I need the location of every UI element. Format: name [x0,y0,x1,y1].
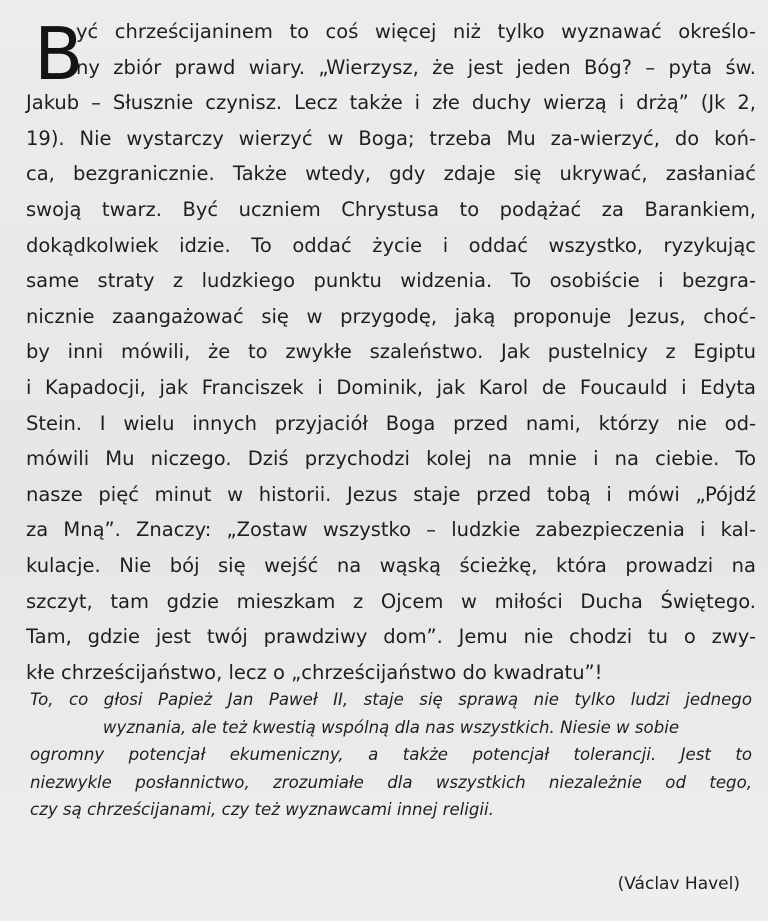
text-line-4: 19). Nie wystarczy wierzyć w Boga; trzeba Mu za-wierzyć, do koń- [26,126,756,150]
text-line-9: nicznie zaangażować się w przygodę, jaką proponuje Jezus, choć- [26,304,756,328]
text-line-3: Jakub – Słusznie czynisz. Lecz także i złe duchy wierzą i drżą” (Jk 2, [26,91,756,115]
text-line-8: same straty z ludzkiego punktu widzenia. To osobiście i bezgra- [26,269,756,293]
text-line-14: nasze pięć minut w historii. Jezus staje przed tobą i mówi „Pójdź [26,482,756,506]
text-line-17: szczyt, tam gdzie mieszkam z Ojcem w miłości Ducha Świętego. [26,589,756,613]
text-line-10: by inni mówili, że to zwykłe szaleństwo. Jak pustelnicy z Egiptu [26,340,756,364]
text-line-18: Tam, gdzie jest twój prawdziwy dom”. Jemu nie chodzi tu o zwy- [26,625,756,649]
text-line-5: ca, bezgranicznie. Także wtedy, gdy zdaje się ukrywać, zasłaniać [26,162,756,186]
quote-line-1: To, co głosi Papież Jan Paweł II, staje się sprawą nie tylko ludzi jednego [30,690,752,709]
text-line-11: i Kapadocji, jak Franciszek i Dominik, jak Karol de Foucauld i Edyta [26,375,756,399]
text-line-13: mówili Mu niczego. Dziś przychodzi kolej na mnie i na ciebie. To [26,447,756,471]
quote-line-3: ogromny potencjał ekumeniczny, a także potencjał tolerancji. Jest to [30,745,752,764]
havel-quote [30,686,752,824]
quote-line-5: czy są chrześcijanami, czy też wyznawcami innej religii. [30,800,494,819]
quote-line-2: wyznania, ale też kwestią wspólną dla nas wszystkich. Niesie w sobie [102,717,680,737]
text-line-2: ny zbiór prawd wiary. „Wierzysz, że jest jeden Bóg? – pyta św. [76,55,756,79]
text-line-15: za Mną”. Znaczy: „Zostaw wszystko – ludzkie zabezpieczenia i kal- [26,518,756,542]
text-line-16: kulacje. Nie bój się wejść na wąską ścieżkę, która prowadzi na [26,553,756,577]
text-line-12: Stein. I wielu innych przyjaciół Boga przed nami, którzy nie od- [26,411,756,435]
quote-line-4: niezwykle posłannictwo, zrozumiałe dla wszystkich niezależnie od tego, [30,772,752,792]
text-line-19: kłe chrześcijaństwo, lecz o „chrześcijaństwo do kwadratu”! [26,660,603,684]
text-line-1: yć chrześcijaninem to coś więcej niż tylko wyznawać określo- [76,20,756,43]
drop-cap-letter: B [34,12,84,96]
quote-attribution: (Václav Havel) [617,874,740,894]
main-paragraph [26,14,756,690]
text-line-7: dokądkolwiek idzie. To oddać życie i oddać wszystko, ryzykując [26,233,756,257]
text-line-6: swoją twarz. Być uczniem Chrystusa to podążać za Barankiem, [26,197,756,221]
